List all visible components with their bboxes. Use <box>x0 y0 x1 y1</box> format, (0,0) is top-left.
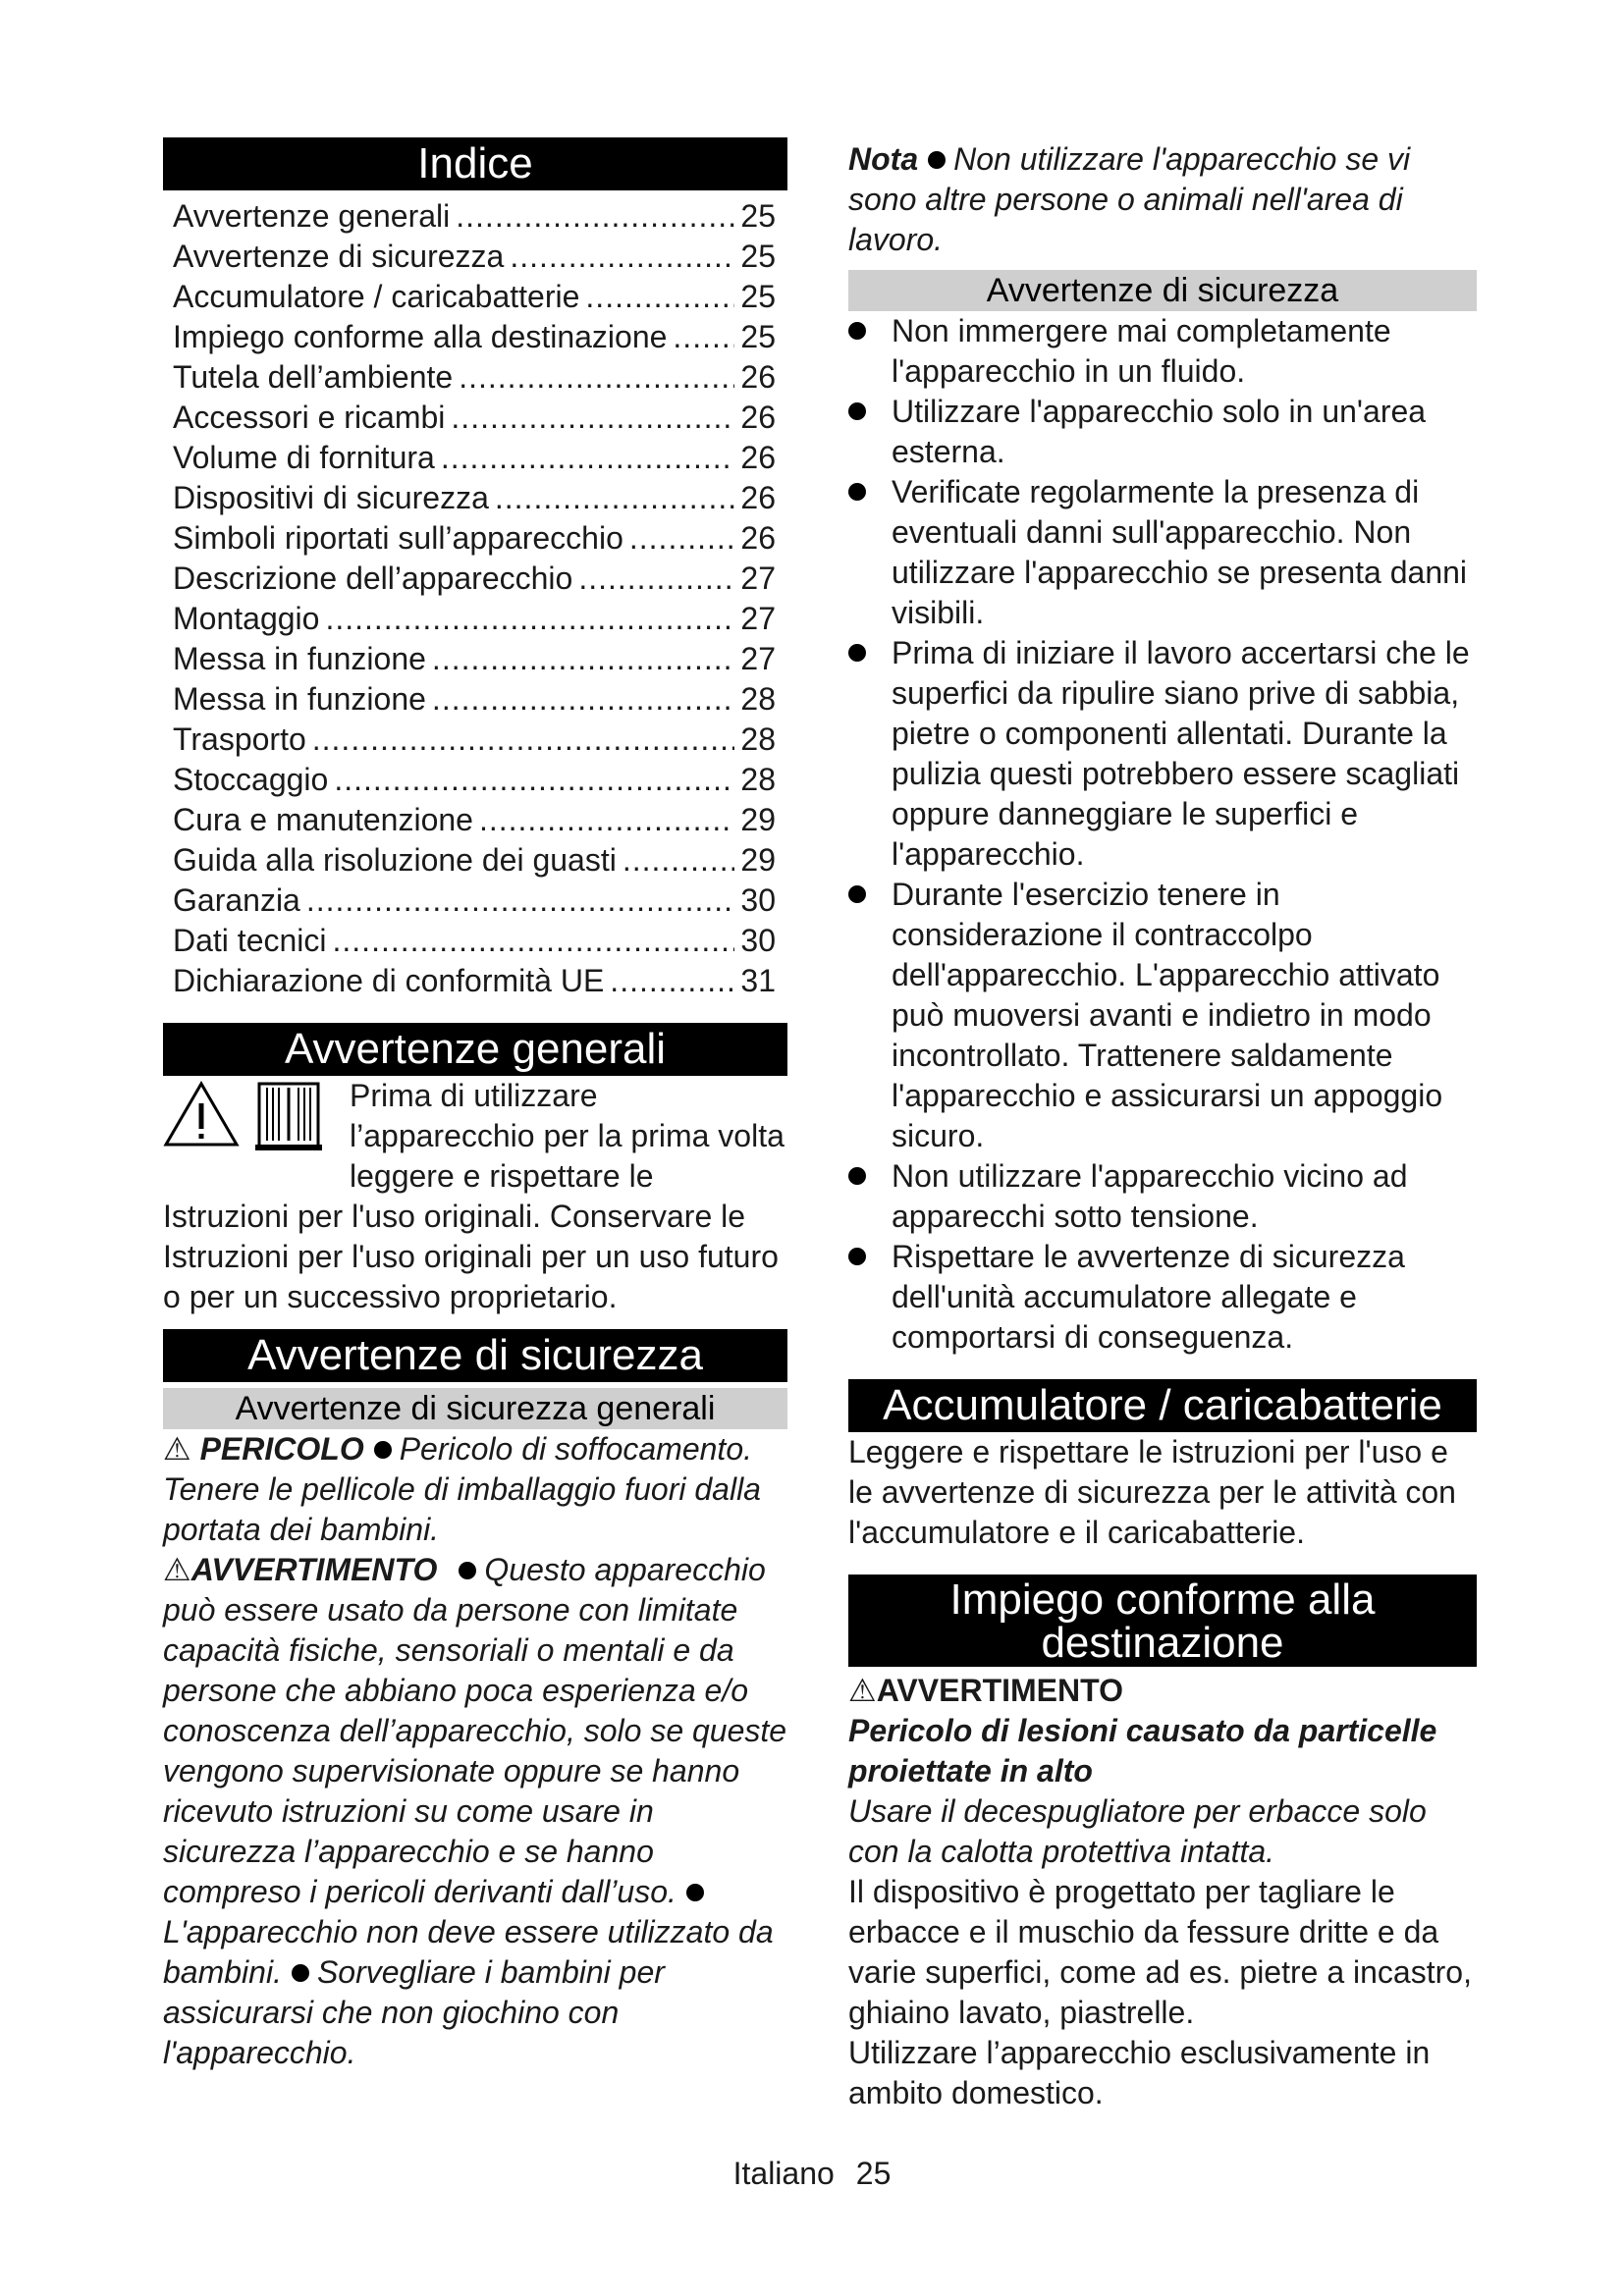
footer-language: Italiano <box>732 2156 835 2191</box>
bullet-icon <box>848 322 866 340</box>
bullet-icon <box>848 1167 866 1185</box>
bullet-icon <box>459 1562 476 1579</box>
warning-text-3: Sorvegliare i bambini per assicurarsi che non giochino con l'apparecchio. <box>163 1954 665 2070</box>
table-of-contents <box>163 196 787 1001</box>
warning-paragraph <box>163 1550 787 2073</box>
warning-text-1: Questo apparecchio può essere usato da persone con limitate capacità fisiche, sensoriali o mentali e da persone che abbiano poca esperienza e/o conoscenza dell’apparecchio, solo se queste vengono supervisionate oppure se hanno ricevuto istruzioni su come usare in sicurezza l’apparecchio e se hanno compreso i pericoli derivanti dall’uso. <box>163 1552 787 1909</box>
toc-entry[interactable]: Dispositivi di sicurezza ..... 26 <box>173 478 787 518</box>
list-item: Durante l'esercizio tenere in considerazione il contraccolpo dell'apparecchio. L'apparecchio attivato può muoversi avanti e indietro in modo incontrollato. Trattenere saldamente l'apparecchio e assicurarsi un appoggio sicuro. <box>848 875 1477 1156</box>
page-footer <box>0 2156 1624 2192</box>
warning-triangle-icon: ⚠ <box>848 1673 877 1708</box>
right-column <box>848 139 1477 2113</box>
bullet-icon <box>928 151 946 169</box>
danger-label: PERICOLO <box>199 1431 364 1467</box>
toc-entry[interactable]: Montaggio ..... 27 <box>173 599 787 639</box>
toc-entry[interactable]: Trasporto ..... 28 <box>173 720 787 760</box>
toc-entry[interactable]: Tutela dell’ambiente ..... 26 <box>173 357 787 398</box>
danger-paragraph <box>163 1429 787 1550</box>
toc-entry[interactable]: Avvertenze generali ..... 25 <box>173 196 787 237</box>
list-item: Rispettare le avvertenze di sicurezza dell'unità accumulatore allegate e comportarsi di conseguenza. <box>848 1237 1477 1358</box>
intended-use-text-1: Il dispositivo è progettato per tagliare le erbacce e il muschio da fessure dritte e da varie superfici, come ad es. pietre a incastro, ghiaino lavato, piastrelle. <box>848 1874 1472 2030</box>
toc-entry[interactable]: Cura e manutenzione ..... 29 <box>173 800 787 840</box>
general-safety-subheading: Avvertenze di sicurezza generali <box>163 1388 787 1429</box>
note-text: Non utilizzare l'apparecchio se vi sono altre persone o animali nell'area di lavoro. <box>848 141 1411 257</box>
general-warnings-heading: Avvertenze generali <box>163 1023 787 1076</box>
toc-entry[interactable]: Impiego conforme alla destinazione ..... 25 <box>173 317 787 357</box>
toc-entry[interactable]: Accumulatore / caricabatterie ..... 25 <box>173 277 787 317</box>
safety-warnings-heading: Avvertenze di sicurezza <box>163 1329 787 1382</box>
toc-entry[interactable]: Volume di fornitura ..... 26 <box>173 438 787 478</box>
bullet-icon <box>848 885 866 903</box>
note-paragraph <box>848 139 1477 260</box>
intended-use-warning-label: ⚠AVVERTIMENTO <box>848 1673 1123 1708</box>
intended-use-warning-text: Usare il decespugliatore per erbacce solo con la calotta protettiva intatta. <box>848 1793 1427 1869</box>
bullet-icon <box>848 1248 866 1265</box>
warning-triangle-icon <box>163 1080 240 1148</box>
toc-entry[interactable]: Simboli riportati sull’apparecchio ..... 26 <box>173 518 787 559</box>
bullet-icon <box>292 1964 309 1982</box>
toc-entry[interactable]: Stoccaggio ..... 28 <box>173 760 787 800</box>
toc-entry[interactable]: Garanzia ..... 30 <box>173 881 787 921</box>
bullet-icon <box>374 1441 392 1459</box>
intended-use-text-2: Utilizzare l’apparecchio esclusivamente in ambito domestico. <box>848 2035 1431 2110</box>
warning-label: AVVERTIMENTO <box>190 1552 438 1587</box>
list-item: Prima di iniziare il lavoro accertarsi che le superfici da ripulire siano prive di sabbia, pietre o componenti allentati. Durante la pulizia questi potrebbero essere scagliati oppure danneggiare le superfici e l'apparecchio. <box>848 633 1477 875</box>
safety-warnings-subheading: Avvertenze di sicurezza <box>848 270 1477 311</box>
read-manual-icon <box>253 1080 324 1154</box>
intended-use-warning-heading: Pericolo di lesioni causato da particelle proiettate in alto <box>848 1713 1437 1789</box>
toc-entry[interactable]: Dichiarazione di conformità UE ..... 31 <box>173 961 787 1001</box>
toc-entry[interactable]: Guida alla risoluzione dei guasti ..... 29 <box>173 840 787 881</box>
intended-use-heading: Impiego conforme alla destinazione <box>848 1575 1477 1667</box>
toc-entry[interactable]: Descrizione dell’apparecchio ..... 27 <box>173 559 787 599</box>
danger-text: Pericolo di soffocamento. Tenere le pellicole di imballaggio fuori dalla portata dei bambini. <box>163 1431 761 1547</box>
bullet-icon <box>848 402 866 420</box>
bullet-icon <box>686 1884 704 1901</box>
list-item: Non utilizzare l'apparecchio vicino ad apparecchi sotto tensione. <box>848 1156 1477 1237</box>
list-item: Verificate regolarmente la presenza di eventuali danni sull'apparecchio. Non utilizzare l'apparecchio se presenta danni visibili. <box>848 472 1477 633</box>
list-item: Utilizzare l'apparecchio solo in un'area esterna. <box>848 392 1477 472</box>
index-heading: Indice <box>163 137 787 190</box>
page-number: 25 <box>855 2156 892 2191</box>
safety-bullet-list <box>848 311 1477 1358</box>
general-warnings-section <box>163 1076 787 1317</box>
battery-heading: Accumulatore / caricabatterie <box>848 1379 1477 1432</box>
danger-triangle-icon: ⚠ <box>163 1431 191 1467</box>
toc-entry[interactable]: Accessori e ricambi ..... 26 <box>173 398 787 438</box>
bullet-icon <box>848 644 866 662</box>
toc-entry[interactable]: Avvertenze di sicurezza ..... 25 <box>173 237 787 277</box>
left-column <box>163 137 787 2073</box>
general-warnings-text: Prima di utilizzare l’apparecchio per la prima volta leggere e rispettare le Istruzioni per l'uso originali. Conservare le Istruzioni per l'uso originali per un uso futuro o per un successivo proprietario. <box>163 1078 785 1314</box>
list-item: Non immergere mai completamente l'apparecchio in un fluido. <box>848 311 1477 392</box>
toc-entry[interactable]: Dati tecnici ..... 30 <box>173 921 787 961</box>
warning-text-2: L'apparecchio non deve essere utilizzato da bambini. <box>163 1914 774 1990</box>
warning-icons <box>163 1080 338 1160</box>
toc-entry[interactable]: Messa in funzione ..... 28 <box>173 679 787 720</box>
toc-entry[interactable]: Messa in funzione ..... 27 <box>173 639 787 679</box>
battery-text: Leggere e rispettare le istruzioni per l'uso e le avvertenze di sicurezza per le attività con l'accumulatore e il caricabatterie. <box>848 1434 1456 1550</box>
warning-triangle-icon: ⚠ <box>163 1552 191 1587</box>
bullet-icon <box>848 483 866 501</box>
note-label: Nota <box>848 141 919 177</box>
